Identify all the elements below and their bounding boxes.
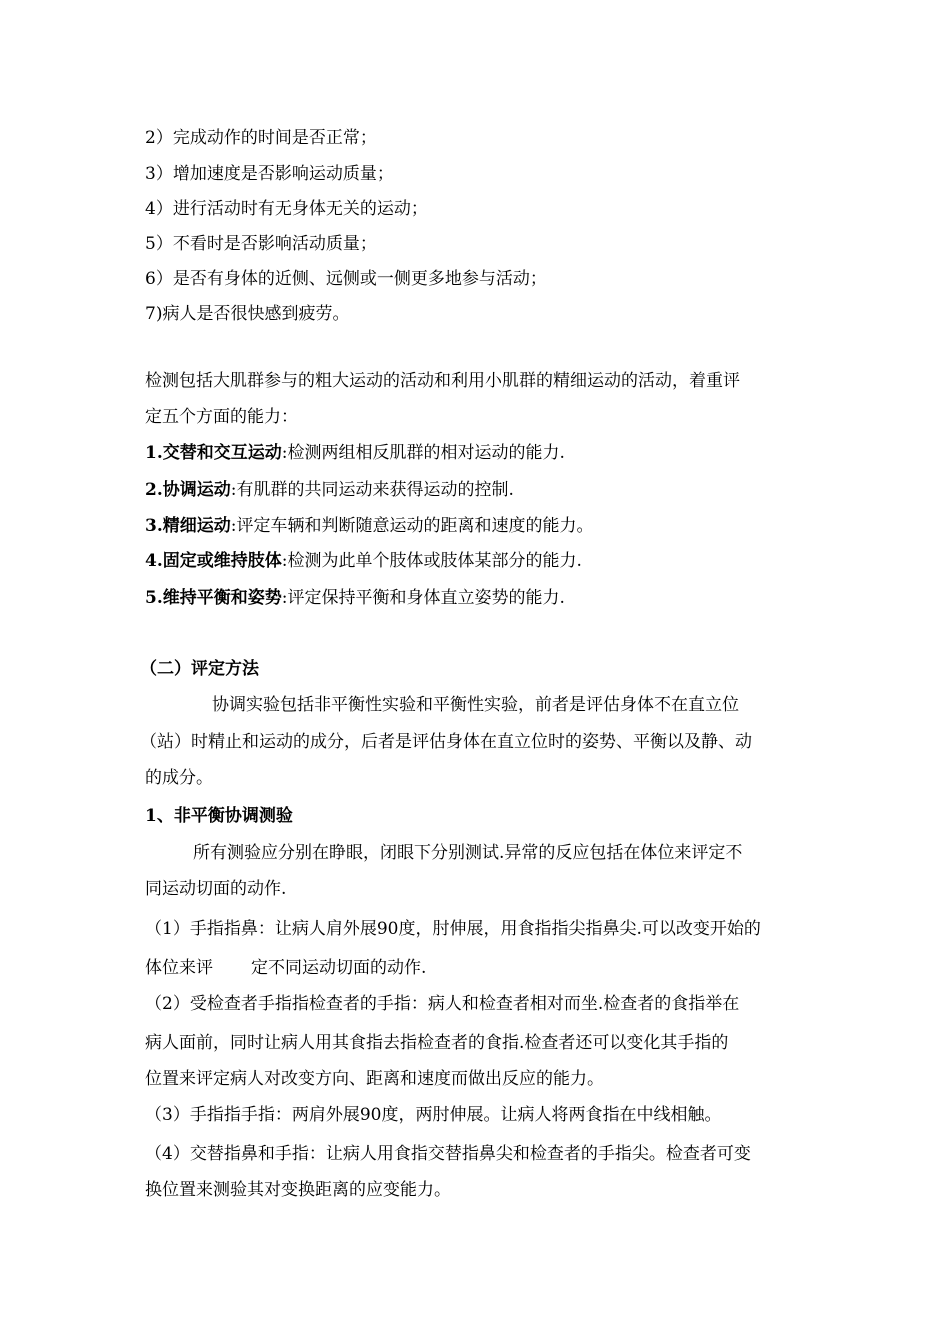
- ability-term: 3.精细运动: [145, 516, 231, 536]
- ability-item-1: [145, 441, 820, 465]
- ability-item-4: [145, 549, 820, 573]
- test-2-line-1: （2）受检查者手指指检查者的手指：病人和检查者相对而坐.检查者的食指举在: [145, 994, 740, 1014]
- section-para-line-2: （站）时精止和运动的成分，后者是评估身体在直立位时的姿势、平衡以及静、动: [140, 732, 752, 752]
- test-1-line-2-part-b: 定不同运动切面的动作.: [251, 958, 427, 978]
- ability-term: 2.协调运动: [145, 480, 231, 500]
- ability-term: 1.交替和交互运动: [145, 443, 282, 463]
- section-heading: （二）评定方法: [140, 659, 259, 679]
- test-2-line-2: 病人面前，同时让病人用其食指去指检查者的食指.检查者还可以变化其手指的: [145, 1033, 729, 1053]
- list-item-2: 2）完成动作的时间是否正常；: [145, 128, 377, 148]
- list-item-4: 4）进行活动时有无身体无关的运动；: [145, 199, 428, 219]
- ability-item-2: [145, 478, 820, 502]
- subsection-para-line-2: 同运动切面的动作.: [145, 879, 287, 899]
- ability-item-5: [145, 586, 820, 610]
- test-4-line-1: （4）交替指鼻和手指：让病人用食指交替指鼻尖和检查者的手指尖。检查者可变: [145, 1144, 751, 1164]
- ability-term: 4.固定或维持肢体: [145, 551, 282, 571]
- subsection-para-line-1: 所有测验应分别在睁眼，闭眼下分别测试.异常的反应包括在体位来评定不: [193, 843, 743, 863]
- ability-item-3: [145, 514, 820, 538]
- intro-line-1: 检测包括大肌群参与的粗大运动的活动和利用小肌群的精细运动的活动，着重评: [145, 371, 740, 391]
- list-item-7: 7)病人是否很快感到疲劳。: [145, 304, 350, 324]
- ability-term: 5.维持平衡和姿势: [145, 588, 282, 608]
- list-item-6: 6）是否有身体的近侧、远侧或一侧更多地参与活动；: [145, 269, 547, 289]
- ability-desc: :评定车辆和判断随意运动的距离和速度的能力。: [230, 516, 594, 536]
- section-para-line-3: 的成分。: [145, 768, 213, 788]
- test-1-line-2-part-a: 体位来评: [145, 958, 213, 978]
- ability-desc: :检测为此单个肢体或肢体某部分的能力.: [281, 551, 582, 571]
- ability-desc: :有肌群的共同运动来获得运动的控制.: [230, 480, 514, 500]
- list-item-3: 3）增加速度是否影响运动质量；: [145, 164, 394, 184]
- intro-line-2: 定五个方面的能力：: [145, 407, 298, 427]
- test-3-line: （3）手指指手指：两肩外展90度，两肘伸展。让病人将两食指在中线相触。: [145, 1105, 722, 1125]
- ability-desc: :检测两组相反肌群的相对运动的能力.: [281, 443, 565, 463]
- test-1-line-1: （1）手指指鼻：让病人肩外展90度，肘伸展，用食指指尖指鼻尖.可以改变开始的: [145, 919, 761, 939]
- test-1-line-2: [145, 956, 820, 980]
- list-item-5: 5）不看时是否影响活动质量；: [145, 234, 377, 254]
- test-4-line-2: 换位置来测验其对变换距离的应变能力。: [145, 1180, 451, 1200]
- ability-desc: :评定保持平衡和身体直立姿势的能力.: [281, 588, 565, 608]
- subsection-heading: 1、非平衡协调测验: [145, 806, 293, 826]
- test-2-line-3: 位置来评定病人对改变方向、距离和速度而做出反应的能力。: [145, 1069, 604, 1089]
- section-para-line-1: 协调实验包括非平衡性实验和平衡性实验，前者是评估身体不在直立位: [212, 695, 739, 715]
